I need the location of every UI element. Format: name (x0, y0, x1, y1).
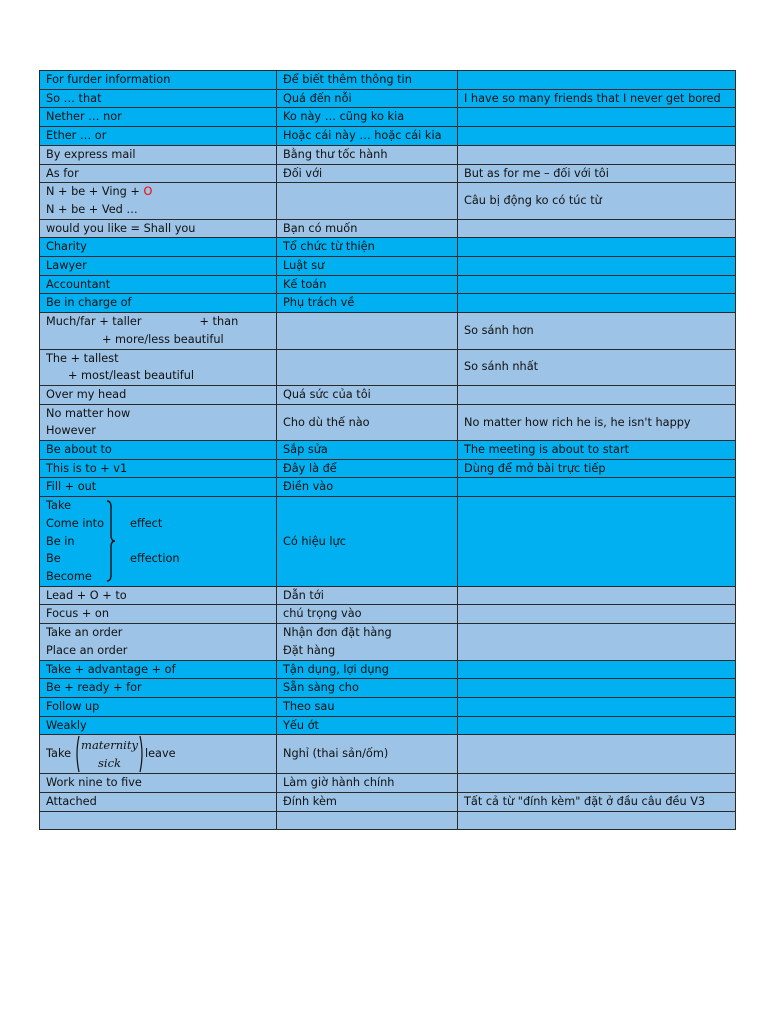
term-cell: Be + ready + for (40, 679, 277, 698)
term-cell: Lead + O + to (40, 586, 277, 605)
example-cell: Câu bị động ko có túc từ (458, 183, 736, 219)
example-cell (458, 735, 736, 774)
table-row (40, 679, 736, 698)
table-row (40, 71, 736, 90)
example-cell (458, 605, 736, 624)
meaning-cell: Làm giờ hành chính (277, 774, 458, 793)
example-cell: No matter how rich he is, he isn't happy (458, 404, 736, 440)
meaning-cell: Đính kèm (277, 793, 458, 812)
term-cell: Over my head (40, 385, 277, 404)
table-row (40, 478, 736, 497)
meaning-cell: Bằng thư tốc hành (277, 145, 458, 164)
table-row (40, 697, 736, 716)
meaning-line: Nhận đơn đặt hàng (283, 626, 392, 640)
object-marker: O (143, 185, 153, 199)
example-cell (458, 697, 736, 716)
term-cell (40, 811, 277, 830)
term-cell: This is to + v1 (40, 459, 277, 478)
table-row (40, 145, 736, 164)
term-cell (40, 313, 277, 349)
meaning-cell: Để biết thêm thông tin (277, 71, 458, 90)
example-cell (458, 497, 736, 587)
term-line: The + tallest (46, 351, 119, 365)
example-cell (458, 127, 736, 146)
example-cell (458, 716, 736, 735)
meaning-cell (277, 313, 458, 349)
table-row (40, 660, 736, 679)
term-suffix: leave (144, 747, 176, 761)
example-cell (458, 385, 736, 404)
table-row (40, 459, 736, 478)
paren-option: sick (97, 756, 121, 771)
meaning-cell: Điền vào (277, 478, 458, 497)
verb-item: Take (46, 499, 72, 513)
term-line: Much/far + taller (46, 315, 142, 329)
term-cell (40, 183, 277, 219)
example-cell: So sánh nhất (458, 349, 736, 385)
term-line: + more/less beautiful (102, 332, 224, 346)
paren-option: maternity (81, 738, 138, 753)
meaning-cell: Bạn có muốn (277, 219, 458, 238)
example-cell (458, 145, 736, 164)
meaning-cell (277, 183, 458, 219)
meaning-cell (277, 624, 458, 660)
meaning-cell: Quá đến nỗi (277, 89, 458, 108)
example-cell: I have so many friends that I never get bored (458, 89, 736, 108)
term-prefix: Take (46, 747, 72, 761)
term-cell: Lawyer (40, 257, 277, 276)
verb-item: Be (46, 552, 61, 566)
meaning-cell: Quá sức của tôi (277, 385, 458, 404)
example-cell: Tất cả từ "đính kèm" đặt ở đầu câu đều V3 (458, 793, 736, 812)
term-cell: Focus + on (40, 605, 277, 624)
term-cell: By express mail (40, 145, 277, 164)
term-line: + most/least beautiful (68, 369, 195, 383)
table-row (40, 774, 736, 793)
meaning-cell: Sẵn sàng cho (277, 679, 458, 698)
meaning-cell: Cho dù thế nào (277, 404, 458, 440)
example-cell (458, 257, 736, 276)
table-row (40, 108, 736, 127)
term-cell (40, 349, 277, 385)
term-cell: Work nine to five (40, 774, 277, 793)
meaning-cell: Tận dụng, lợi dụng (277, 660, 458, 679)
table-row (40, 219, 736, 238)
right-brace-icon (106, 499, 116, 583)
table-row (40, 294, 736, 313)
term-line: No matter how (46, 406, 131, 420)
paren-options (80, 736, 139, 772)
term-cell (40, 497, 277, 587)
term-cell (40, 624, 277, 660)
term-cell: Fill + out (40, 478, 277, 497)
term-cell: Weakly (40, 716, 277, 735)
meaning-cell: Hoặc cái này … hoặc cái kia (277, 127, 458, 146)
table-row (40, 183, 736, 219)
table-row (40, 624, 736, 660)
meaning-cell: Đối với (277, 164, 458, 183)
paren-group (46, 735, 270, 773)
meaning-cell: Nghỉ (thai sản/ốm) (277, 735, 458, 774)
meaning-cell: Dẫn tới (277, 586, 458, 605)
noun-list (130, 506, 180, 576)
term-cell: Nether … nor (40, 108, 277, 127)
example-cell (458, 219, 736, 238)
meaning-cell: Yếu ớt (277, 716, 458, 735)
table-row (40, 164, 736, 183)
example-cell: The meeting is about to start (458, 441, 736, 460)
meaning-cell: Đây là để (277, 459, 458, 478)
example-cell (458, 811, 736, 830)
table-row (40, 89, 736, 108)
vocabulary-table (39, 70, 736, 830)
table-row (40, 441, 736, 460)
term-line: Place an order (46, 643, 128, 657)
term-suffix: + than (199, 315, 239, 329)
term-cell: For furder information (40, 71, 277, 90)
example-cell (458, 294, 736, 313)
table-row (40, 586, 736, 605)
brace-group (46, 497, 270, 586)
table-row (40, 735, 736, 774)
table-row (40, 127, 736, 146)
table-row (40, 349, 736, 385)
table-row (40, 404, 736, 440)
term-cell: Charity (40, 238, 277, 257)
example-cell (458, 478, 736, 497)
term-line: Take an order (46, 626, 123, 640)
term-line: However (46, 424, 96, 438)
term-line: N + be + Ving + (46, 185, 144, 199)
verb-list (46, 497, 104, 586)
term-cell: Attached (40, 793, 277, 812)
meaning-cell: Sắp sửa (277, 441, 458, 460)
meaning-cell (277, 811, 458, 830)
term-cell: would you like = Shall you (40, 219, 277, 238)
example-cell (458, 238, 736, 257)
term-cell: Ether … or (40, 127, 277, 146)
example-cell (458, 774, 736, 793)
table-row (40, 497, 736, 587)
term-cell (40, 404, 277, 440)
noun-item: effect (130, 517, 163, 531)
table-row (40, 793, 736, 812)
term-cell: Be about to (40, 441, 277, 460)
verb-item: Be in (46, 534, 75, 548)
example-cell: Dùng để mở bài trực tiếp (458, 459, 736, 478)
table-row (40, 811, 736, 830)
table-row (40, 238, 736, 257)
term-cell: Take + advantage + of (40, 660, 277, 679)
term-cell: Follow up (40, 697, 277, 716)
meaning-cell: Tổ chức từ thiện (277, 238, 458, 257)
example-cell (458, 275, 736, 294)
term-cell: So … that (40, 89, 277, 108)
example-cell: But as for me – đối với tôi (458, 164, 736, 183)
term-cell: Be in charge of (40, 294, 277, 313)
meaning-cell: Theo sau (277, 697, 458, 716)
table-row (40, 275, 736, 294)
example-cell (458, 586, 736, 605)
noun-item: effection (130, 552, 180, 566)
example-cell: So sánh hơn (458, 313, 736, 349)
term-cell: As for (40, 164, 277, 183)
verb-item: Come into (46, 516, 104, 530)
table-row (40, 716, 736, 735)
table-row (40, 385, 736, 404)
table-row (40, 257, 736, 276)
example-cell (458, 108, 736, 127)
meaning-cell: chú trọng vào (277, 605, 458, 624)
meaning-cell (277, 349, 458, 385)
example-cell (458, 71, 736, 90)
meaning-cell: Kế toán (277, 275, 458, 294)
example-cell (458, 660, 736, 679)
meaning-cell: Ko này … cũng ko kia (277, 108, 458, 127)
example-cell (458, 624, 736, 660)
example-cell (458, 679, 736, 698)
verb-item: Become (46, 569, 92, 583)
term-cell: Accountant (40, 275, 277, 294)
meaning-cell: Luật sư (277, 257, 458, 276)
meaning-line: Đặt hàng (283, 643, 336, 657)
meaning-cell: Phụ trách về (277, 294, 458, 313)
table-row (40, 313, 736, 349)
term-cell (40, 735, 277, 774)
table-row (40, 605, 736, 624)
meaning-cell: Có hiệu lực (277, 497, 458, 587)
term-line: N + be + Ved … (46, 202, 138, 216)
